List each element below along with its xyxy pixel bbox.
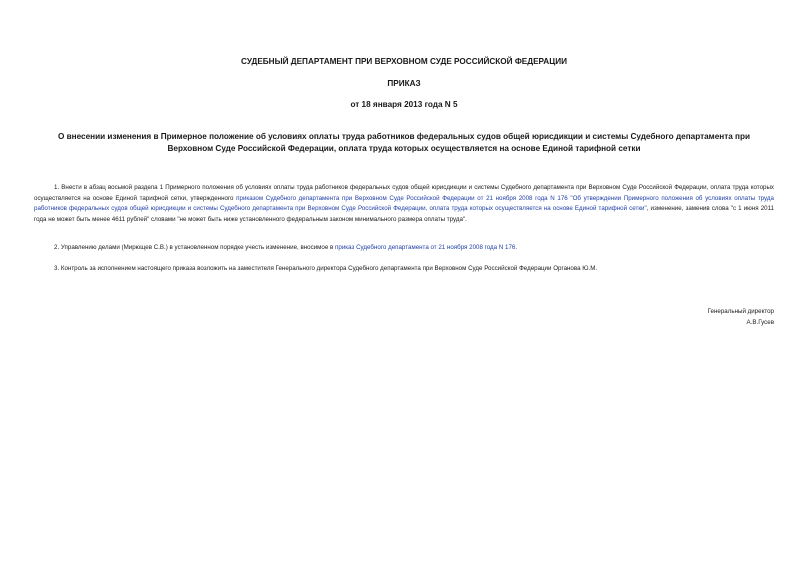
paragraph-2 bbox=[34, 243, 774, 254]
paragraph-2-text-a: 2. Управлению делами (Мирющев С.В.) в установленном порядке учесть изменение, вносимое в bbox=[54, 244, 336, 251]
paragraph-1-text-b: , изменение, заменив слова "с 1 июня 2011 года не может быть менее 4611 рублей" словами "не может быть ниже установленного федеральным законом минимального размера оплаты труда". bbox=[34, 205, 774, 223]
paragraph-3: 3. Контроль за исполнением настоящего приказа возложить на заместителя Генерального директора Судебного департамента при Верховном Суде Российской Федерации Органова Ю.М. bbox=[54, 265, 598, 272]
document-date-number: от 18 января 2013 года N 5 bbox=[350, 100, 458, 109]
paragraph-2-text-b: . bbox=[515, 244, 518, 251]
document-title: О внесении изменения в Примерное положение об условиях оплаты труда работников федеральных судов общей юрисдикции и системы Судебного департамента при Верховном Суде Российской Федерации, оплата труда которых осуществляется на основе Единой тарифной сетки bbox=[57, 132, 751, 153]
paragraph-1 bbox=[34, 183, 774, 225]
document-type-heading: ПРИКАЗ bbox=[387, 79, 421, 88]
organization-heading: СУДЕБНЫЙ ДЕПАРТАМЕНТ ПРИ ВЕРХОВНОМ СУДЕ РОССИЙСКОЙ ФЕДЕРАЦИИ bbox=[241, 57, 567, 66]
order-176-link[interactable]: приказом Судебного департамента при Верховном Суде Российской Федерации от 21 ноября 2008 года N 176 "Об утверждении Примерного положения об условиях оплаты труда работников федеральных судов общей юрисдикции и системы Судебного департамента при Верховном Суде Российской Федерации, оплата труда которых осуществляется на основе Единой тарифной сетки" bbox=[34, 194, 774, 213]
order-176-short-link[interactable]: приказ Судебного департамента от 21 ноября 2008 года N 176 bbox=[335, 244, 516, 251]
paragraph-1-text-a: 1. Внести в абзац восьмой раздела 1 Примерного положения об условиях оплаты труда работников федеральных судов общей юрисдикции и системы Судебного департамента при Верховном Суде Российской Федерации, оплата труда которых осуществляется на основе Единой тарифной сетки, утвержденного bbox=[34, 184, 774, 202]
signature-name: А.В.Гусев bbox=[746, 319, 774, 326]
document-page bbox=[34, 0, 774, 571]
signature-position: Генеральный директор bbox=[707, 308, 774, 315]
